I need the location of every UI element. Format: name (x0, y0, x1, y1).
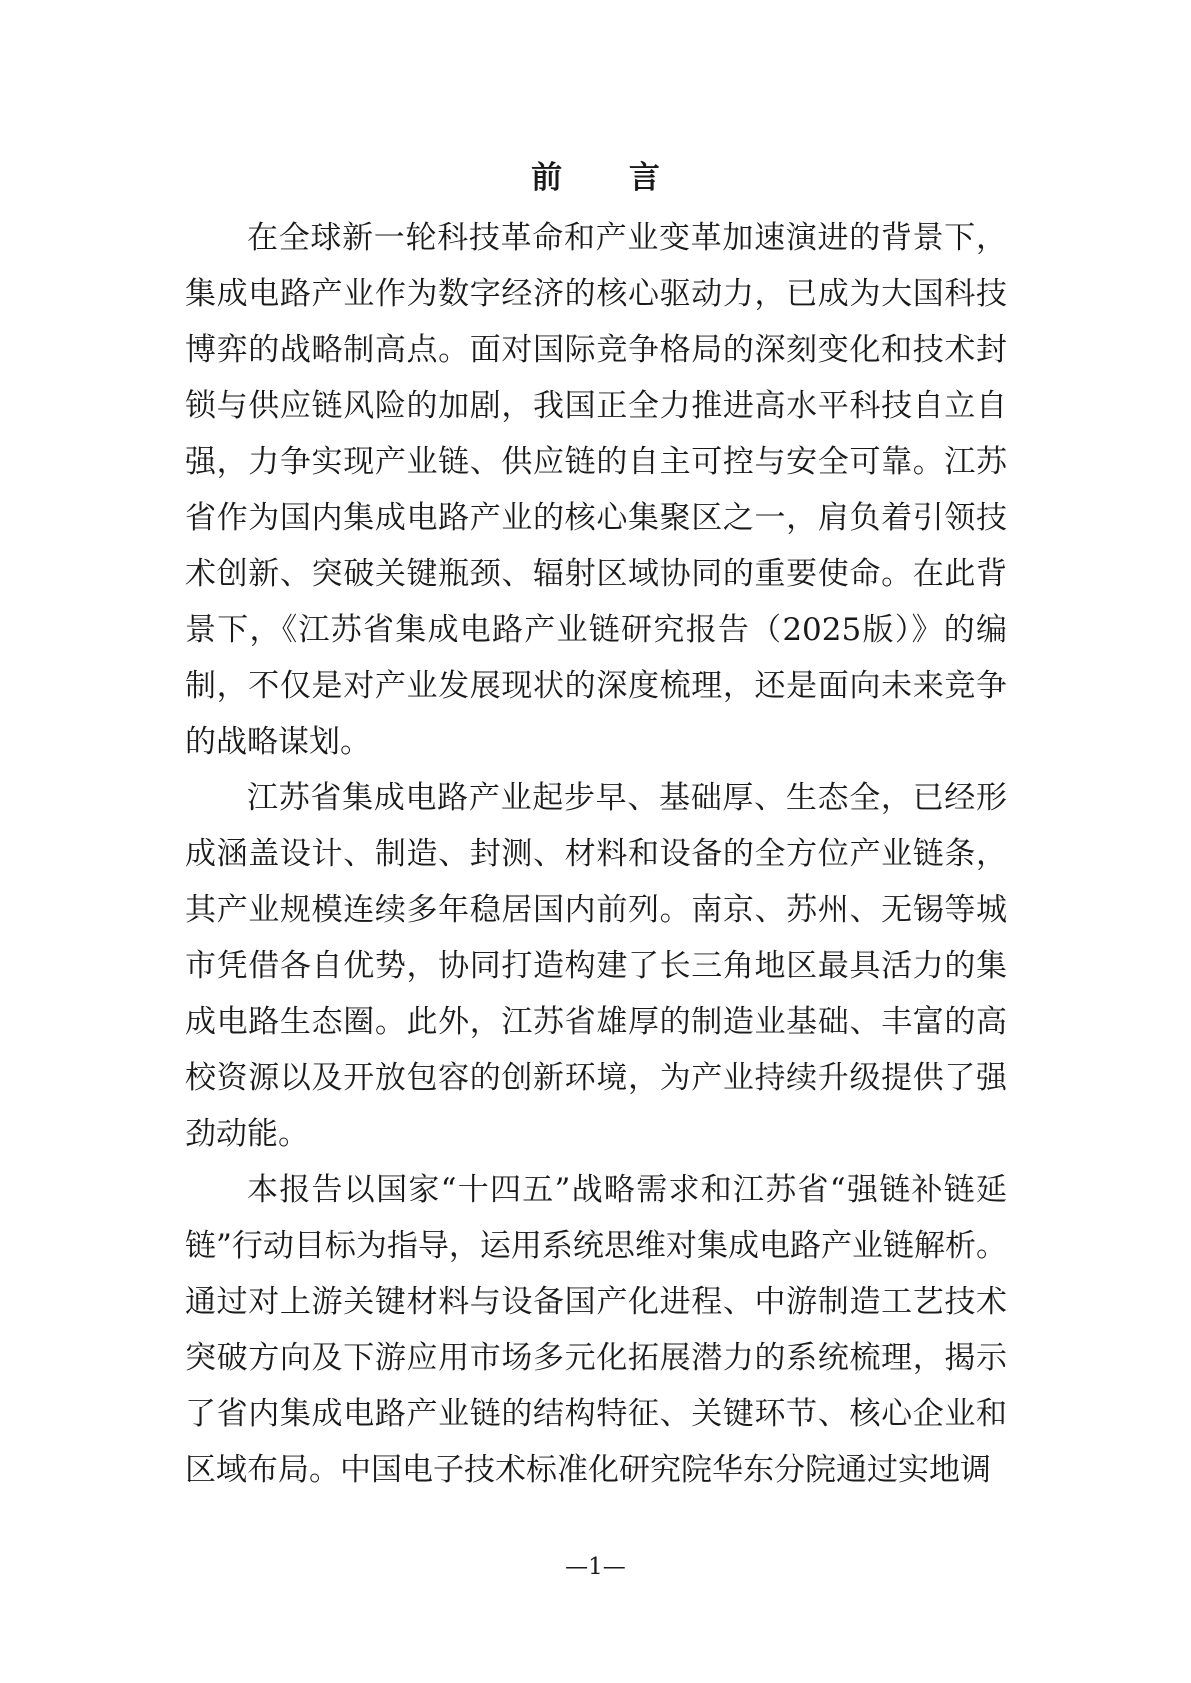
paragraph-1: 在全球新一轮科技革命和产业变革加速演进的背景下，集成电路产业作为数字经济的核心驱动力，已成为大国科技博弈的战略制高点。面对国际竞争格局的深刻变化和技术封锁与供应链风险的加剧，我国正全力推进高水平科技自立自强，力争实现产业链、供应链的自主可控与安全可靠。江苏省作为国内集成电路产业的核心集聚区之一，肩负着引领技术创新、突破关键瓶颈、辐射区域协同的重要使命。在此背景下，《江苏省集成电路产业链研究报告（2025版）》的编制，不仅是对产业发展现状的深度梳理，还是面向未来竞争的战略谋划。 (185, 220, 1007, 760)
page-number: —1— (565, 1554, 626, 1580)
page-title: 前 言 (531, 160, 688, 196)
paragraph-3: 本报告以国家“十四五”战略需求和江苏省“强链补链延链”行动目标为指导，运用系统思维对集成电路产业链解析。通过对上游关键材料与设备国产化进程、中游制造工艺技术突破方向及下游应用市场多元化拓展潜力的系统梳理，揭示了省内集成电路产业链的结构特征、关键环节、核心企业和区域布局。中国电子技术标准化研究院华东分院通过实地调 (185, 1172, 1007, 1488)
body-text (185, 210, 1007, 1498)
paragraph-2: 江苏省集成电路产业起步早、基础厚、生态全，已经形成涵盖设计、制造、封测、材料和设备的全方位产业链条，其产业规模连续多年稳居国内前列。南京、苏州、无锡等城市凭借各自优势，协同打造构建了长三角地区最具活力的集成电路生态圈。此外，江苏省雄厚的制造业基础、丰富的高校资源以及开放包容的创新环境，为产业持续升级提供了强劲动能。 (185, 780, 1007, 1152)
